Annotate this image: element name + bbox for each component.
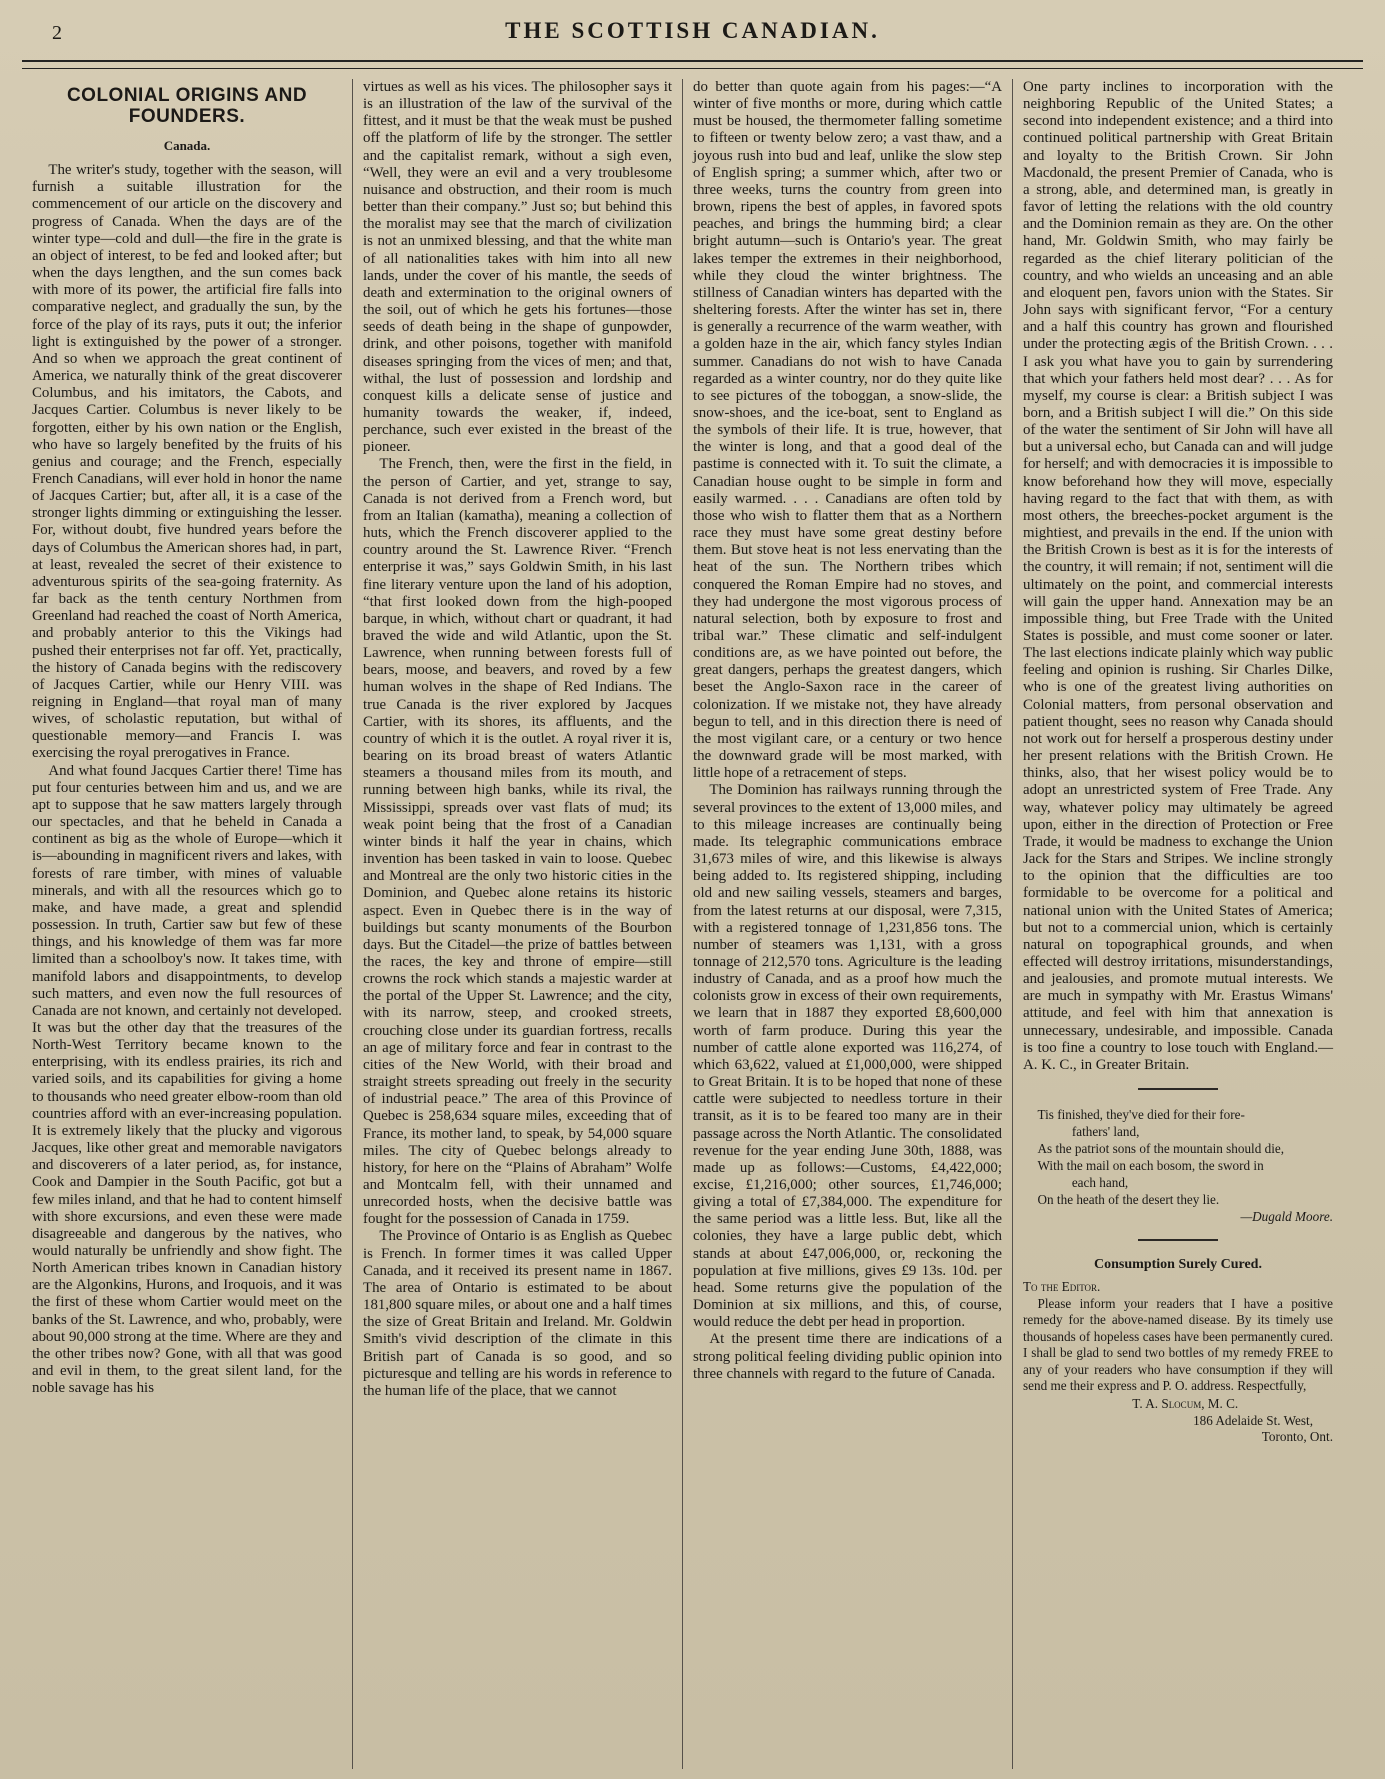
paragraph: virtues as well as his vices. The philosopher says it is an illustration of the law of the survival of the fittest, and it must be that the weak must be pushed off the platform of life by the stronger. The settler and the capitalist remark, without a sigh even, “Well, they were an evil and a very troublesome nuisance and obstruction, and their room is much better than their company.” Just so; but behind this the moralist may see that the march of civilization is not an unmixed blessing, and that the white man of all nationalities takes with him into all new lands, under the cover of his mantle, the seeds of death and extermination to the original owners of the soil, out of which he gets his fortunes—those seeds of death being in the shape of gunpowder, drink, and other poisons, together with manifold diseases springing from the vices of men; and that, withal, the lust of possession and lordship and conquest kills a delicate sense of justice and humanity towards the weaker, if, indeed, perchance, such ever existed in the breast of the pioneer. bbox=[363, 79, 672, 456]
poem-line: As the patriot sons of the mountain should die, bbox=[1037, 1141, 1285, 1157]
section-divider bbox=[1138, 1239, 1218, 1241]
page-number: 2 bbox=[52, 22, 62, 44]
poem-line: each hand, bbox=[1071, 1175, 1129, 1191]
paragraph: One party inclines to incorporation with the neighboring Republic of the United States; a second into independent existence; and a third into continued political partnership with Great Britain and loyalty to the British Crown. Sir John Macdonald, the present Premier of Canada, who is a strong, able, and determined man, is greatly in favor of letting the relations with the old country and the Dominion remain as they are. On the other hand, Mr. Goldwin Smith, who may fairly be regarded as the chief literary politician of the country, and who wields an unceasing and an able and eloquent pen, favors union with the States. Sir John says with significant fervor, “For a century and a half this country has grown and flourished under the protecting ægis of the British Crown. . . . I ask you what have you to gain by surrendering that which your fathers held most dear? . . . As for myself, my course is clear: a British subject I was born, and a British subject I will die.” On this side of the water the sentiment of Sir John will have all but a universal echo, but Canada can and will judge for herself; and with democracies it is impossible to know beforehand how they will move, especially having regard to the fact that with them, as with most others, the breeches-pocket argument is the mightiest, and prevails in the end. If the union with the British Crown is best as it is for the interests of the country, it will remain; if not, sentiment will die ultimately on the point, and commercial interests will gain the upper hand. Annexation may be an impossible thing, but Free Trade with the United States is possible, and must come sooner or later. The last elections indicate plainly which way public feeling and opinion is rushing. Sir Charles Dilke, who is one of the greatest living authorities on Colonial matters, from personal observation and patient thought, sees no reason why Canada should not work out for herself a prosperous destiny under her present relations with the British Crown. He thinks, also, that her wisest policy would be to adopt an unrestricted system of Free Trade. Any way, whatever policy may ultimately be agreed upon, either in the direction of Protection or Free Trade, it would be madness to exchange the Union Jack for the Stars and Stripes. We incline strongly to the opinion that the difficulties are too formidable to be overcome for a political and national union with the United States of America; but not to a commercial union, which is certainly natural on topographical grounds, and when effected will destroy irritations, misunderstandings, and jealousies, and promote mutual interests. We are much in sympathy with Mr. Erastus Wimans' attitude, and feel with him that annexation is unnecessary, undesirable, and impossible. Canada is too fine a country to lose touch with England.—A. K. C., in Greater Britain. bbox=[1023, 79, 1333, 1073]
advert-headline: Consumption Surely Cured. bbox=[1094, 1257, 1262, 1273]
advert-address: 186 Adelaide St. West, bbox=[1193, 1412, 1313, 1428]
poem-line: On the heath of the desert they lie. bbox=[1037, 1192, 1220, 1208]
column-1 bbox=[22, 79, 352, 1769]
paragraph: The French, then, were the first in the field, in the person of Cartier, and yet, strange to say, Canada is not derived from a French word, but from an Italian (kamatha), meaning a collection of huts, which the French discoverer applied to the country around the St. Lawrence River. “French enterprise it was,” says Goldwin Smith, in his last fine literary venture upon the land of his adoption, “that first looked down from the high-pooped barque, in which, without chart or quadrant, it had braved the wide and wild Atlantic, upon the St. Lawrence, when running between forests full of bears, moose, and beavers, and roved by a few human wolves in the shape of Red Indians. The true Canada is the river explored by Jacques Cartier, with its shores, its affluents, and the country of which it is the outlet. A royal river it is, bearing on its broad breast of waters Atlantic steamers a thousand miles from its mouth, and running between high banks, while its rival, the Mississippi, spreads over vast flats of mud; its weak point being that the frost of a Canadian winter binds it half the year in chains, which invention has been tasked in vain to loose. Quebec and Montreal are the only two historic cities in the Dominion, and Quebec alone retains its historic aspect. Even in Quebec there is in the way of buildings but scanty monuments of the Bourbon days. But the Citadel—the prize of battles between the races, the key and throne of empire—still crowns the rock which stands a majestic warder at the portal of the Upper St. Lawrence; and the city, with its narrow, steep, and crooked streets, crouching close under its guardian fortress, recalls an age of military force and fear in contrast to the cities of the New World, with their broad and straight streets spreading out freely in the security of industrial peace.” The area of this Province of Quebec is 258,634 square miles, exceeding that of France, its mother land, to speak, by 54,000 square miles. The city of Quebec belongs already to history, for here on the “Plains of Abraham” Wolfe and Montcalm fell, with their unnamed and unrecorded hosts, when the decisive battle was fought for the possession of Canada in 1759. bbox=[363, 456, 672, 1228]
advertisement bbox=[1023, 1257, 1333, 1445]
poem-line: fathers' land, bbox=[1071, 1124, 1140, 1140]
article-subhead: Canada. bbox=[163, 138, 211, 153]
section-divider bbox=[1138, 1088, 1218, 1090]
poem-line: Tis finished, they've died for their fore- bbox=[1037, 1107, 1245, 1123]
paragraph: The writer's study, together with the season, will furnish a suitable illustration for the commencement of our article on the discovery and progress of Canada. When the days are of the winter type—cold and dull—the fire in the grate is an object of interest, to be fed and looked after; but when the days lengthen, and the sun comes back with more of its power, the artificial fire falls into comparative neglect, and gradually the sun, by the force of the play of its rays, puts it out; the inferior light is extinguished by the power of a stronger. And so when we approach the great continent of America, we naturally think of the great discoverer Columbus, and his imitators, the Cabots, and Jacques Cartier. Columbus is never likely to be forgotten, either by his own nation or the English, who have so largely benefited by the fruits of his genius and courage; and the French, especially French Canadians, will ever hold in honor the name of Jacques Cartier; but, after all, it is a case of the stronger lights dimming or extinguishing the lesser. For, without doubt, five hundred years before the days of Columbus the American shores had, in part, at least, revealed the secret of their existence to adventurous spirits of the sea-going fraternity. As far back as the tenth century Northmen from Greenland had reached the coast of North America, and probably anterior to this the Vikings had pushed their enterprises not far off. Yet, practically, the history of Canada begins with the rediscovery of Jacques Cartier, while our Henry VIII. was reigning in England—that royal man of many wives, of scholastic reputation, but withal of questionable memory—and Francis I. was exercising the royal prerogatives in France. bbox=[32, 162, 342, 762]
column-4 bbox=[1012, 79, 1343, 1769]
poem-line: With the mail on each bosom, the sword in bbox=[1037, 1158, 1264, 1174]
paragraph: The Dominion has railways running through the several provinces to the extent of 13,000 miles, and to this mileage increases are continually being made. Its telegraphic communications embrace 31,673 miles of wire, and this likewise is always being added to. Its registered shipping, including old and new sailing vessels, steamers and barges, from the latest returns at our disposal, were 7,315, with a registered tonnage of 1,231,856 tons. The number of steamers was 1,131, with a gross tonnage of 212,570 tons. Agriculture is the leading industry of Canada, and as a proof how much the colonists grow in excess of their own requirements, we learn that in 1887 they exported £8,600,000 worth of farm produce. During this year the number of cattle alone exported was 116,274, of which 63,622, valued at £1,000,000, were shipped to Great Britain. It is to be hoped that none of these cattle were subjected to needless torture in their transit, as it is to be feared too many are in their passage across the North Atlantic. The consolidated revenue for the year ending June 30th, 1888, was made up as follows:—Customs, £4,422,000; excise, £1,216,000; other sources, £1,746,000; giving a total of £7,384,000. The expenditure for the same period was a little less. But, like all the colonies, they have a large public debt, which stands at about £47,006,000, or, reckoning the population at five millions, gives £9 13s. 10d. per head. Some returns give the population of the Dominion at six millions, and this, of course, would reduce the debt per head in proportion. bbox=[693, 782, 1002, 1331]
paragraph: The Province of Ontario is as English as Quebec is French. In former times it was called Upper Canada, and it received its present name in 1867. The area of Ontario is estimated to be about 181,800 square miles, or about one and a half times the size of Great Britain and Ireland. Mr. Goldwin Smith's vivid description of the climate in this British part of Canada is so good, and so picturesque and telling are his words in reference to the human life of the place, that we cannot bbox=[363, 1228, 672, 1399]
advert-salutation: To the Editor. bbox=[1023, 1279, 1101, 1295]
paragraph: At the present time there are indications of a strong political feeling dividing public opinion into three channels with regard to the future of Canada. bbox=[693, 1331, 1002, 1382]
paragraph: And what found Jacques Cartier there! Time has put four centuries between him and us, and we are apt to suppose that he saw matters largely through our spectacles, and that he beheld in Canada a continent as big as the whole of Europe—which it is—abounding in magnificent rivers and lakes, with forests of rare timber, with mines of valuable minerals, and with all the resources which go to make, and have made, a great and splendid possession. In truth, Cartier saw but few of these things, and his knowledge of them was far more limited than a schoolboy's now. It takes time, with manifold labors and disappointments, to develop such matters, and even now the full resources of Canada are not known, and certainly not developed. It was but the other day that the treasures of the North-West Territory became known to the enterprising, with its endless prairies, its rich and varied soils, and its capabilities for giving a home to thousands who need greater elbow-room than old countries afford with an ever-increasing population. It is extremely likely that the plucky and vigorous Jacques, like other great and memorable navigators and discoverers of a later period, as, for instance, Cook and Dampier in the South Pacific, got but a few miles inland, and that he had to content himself with shore excursions, and even these were made disagreeable and dangerous by the natives, who would naturally be unfriendly and show fight. The North American tribes known in Canadian history are the Algonkins, Hurons, and Iroquois, and it was the first of these whom Cartier would meet on the banks of the St. Lawrence, and who, probably, were about 90,000 strong at the time. Where are they and the other tribes now? Gone, with all that was good and evil in them, to the great silent land, for the noble savage has his bbox=[32, 762, 342, 1397]
header-rule bbox=[22, 60, 1363, 69]
advert-city: Toronto, Ont. bbox=[1261, 1429, 1333, 1445]
paragraph: do better than quote again from his pages:—“A winter of five months or more, during which cattle must be housed, the thermometer falling sometime to fifteen or twenty below zero; a vast thaw, and a joyous rush into bud and leaf, unlike the slow step of English spring; a summer which, after two or three weeks, turns the country from green into brown, ripens the best of apples, in favored spots peaches, and brings the humming bird; a clear bright autumn—such is Ontario's year. The great lakes temper the extremes in their neighborhood, while they cloud the winter brightness. The stillness of Canadian winters has departed with the sheltering forests. After the winter has set in, there is generally a recurrence of the warm weather, with a golden haze in the air, which fancy styles Indian summer. Canadians do not wish to have Canada regarded as a winter country, nor do they quite like to see pictures of the toboggan, a snow-slide, the snow-shoes, and the ice-boat, sent to England as the symbols of their life. It is true, however, that the winter is long, and that a good deal of the pastime is connected with it. To suit the climate, a Canadian house ought to be simple in form and easily warmed. . . . Canadians are often told by those who wish to flatter them that as a Northern race they must have some great destiny before them. But stove heat is not less enervating than the heat of the sun. The Northern tribes which conquered the Roman Empire had no stoves, and they had undergone the most vigorous process of natural selection, both by exposure to frost and tribal war.” These climatic and self-indulgent conditions are, as we have pointed out before, the great dangers, perhaps the greatest dangers, which beset the Anglo-Saxon race in the career of colonization. If we mistake not, they have already begun to tell, and in this direction there is need of the most vigilant care, or a century or two hence the downward grade will be most marked, with little hope of a retracement of steps. bbox=[693, 79, 1002, 782]
article-columns bbox=[22, 79, 1363, 1769]
column-2 bbox=[352, 79, 682, 1769]
advert-signer: T. A. Slocum, M. C. bbox=[1132, 1396, 1239, 1412]
page-header bbox=[22, 18, 1363, 46]
masthead: THE SCOTTISH CANADIAN. bbox=[505, 18, 880, 43]
poem bbox=[1023, 1106, 1333, 1225]
article-headline: COLONIAL ORIGINS AND FOUNDERS. bbox=[66, 85, 308, 127]
advert-body: Please inform your readers that I have a positive remedy for the above-named disease. By its timely use thousands of hopeless cases have been permanently cured. I shall be glad to send two bottles of my remedy FREE to any of your readers who have consumption if they will send me their express and P. O. address. Respectfully, bbox=[1023, 1295, 1333, 1393]
column-3 bbox=[682, 79, 1012, 1769]
poem-attribution: —Dugald Moore. bbox=[1240, 1209, 1333, 1225]
